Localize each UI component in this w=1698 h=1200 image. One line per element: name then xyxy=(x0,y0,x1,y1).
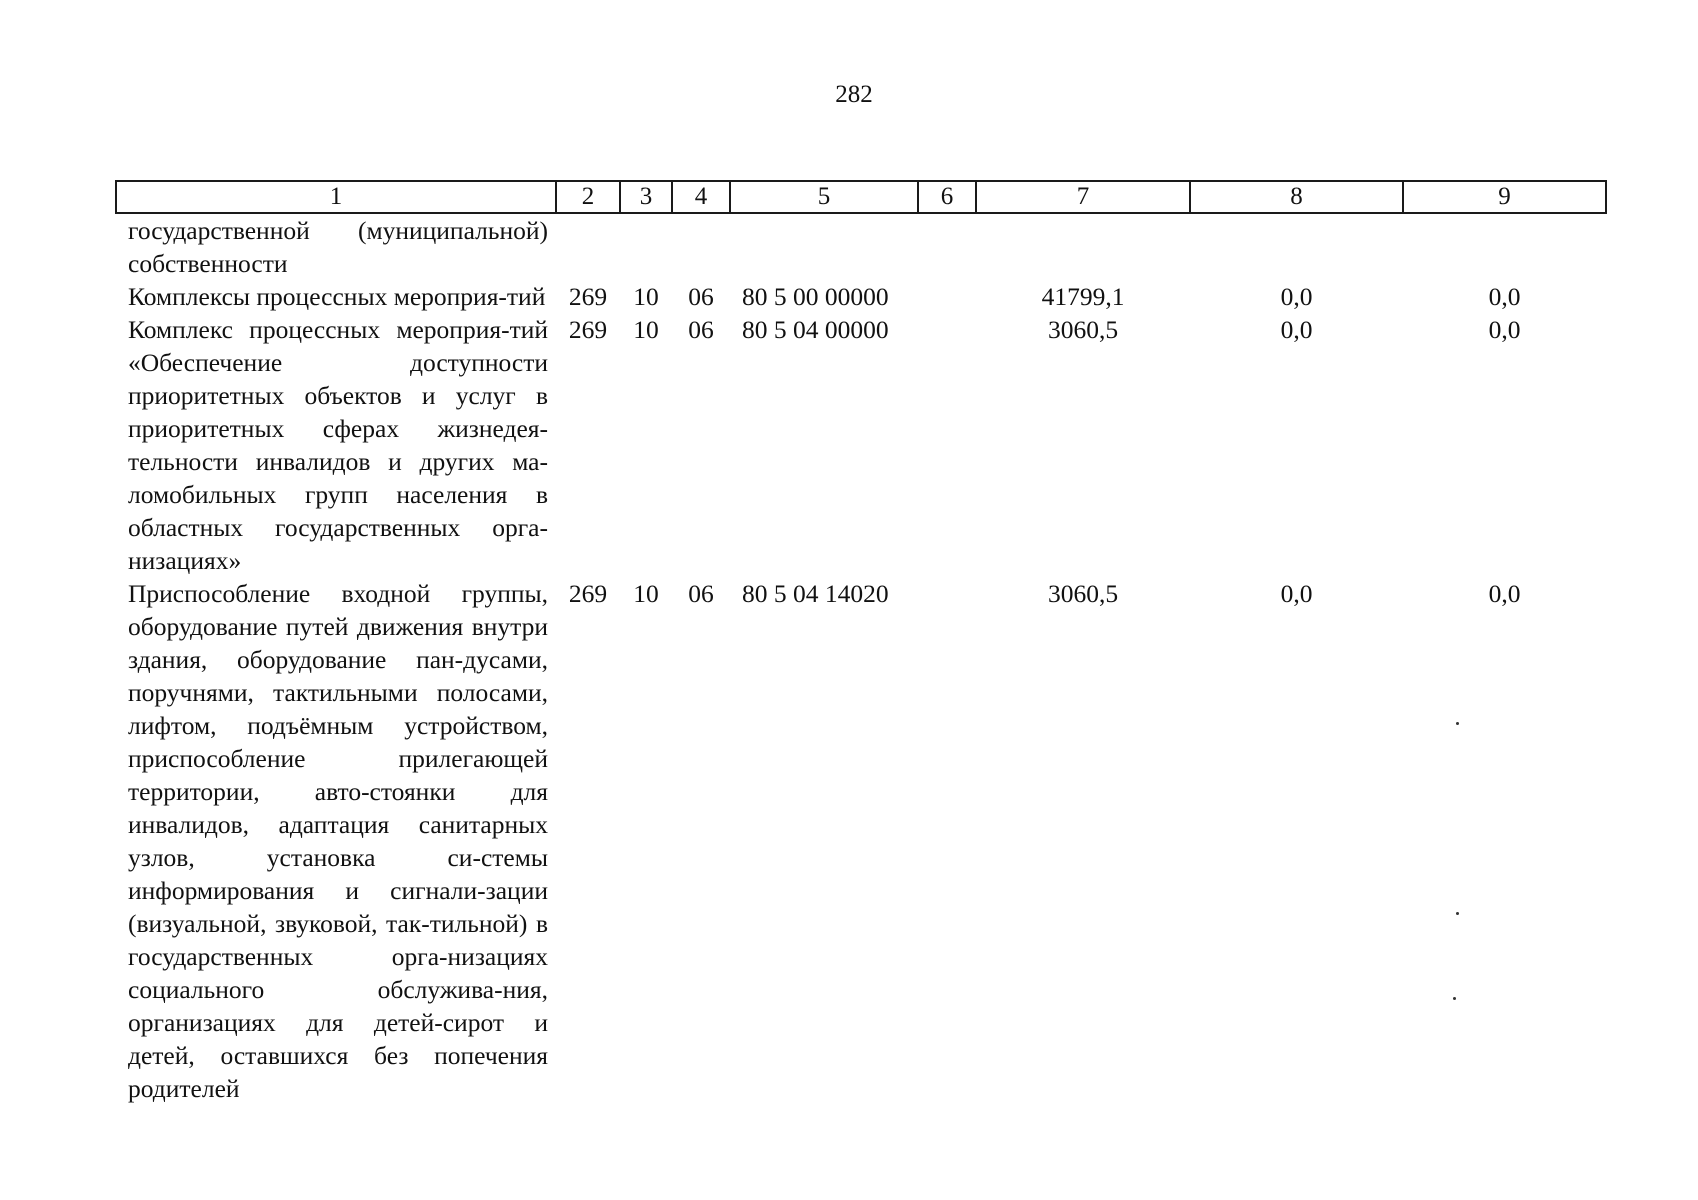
table-row xyxy=(116,280,1606,313)
scan-speck xyxy=(1453,997,1456,1000)
header-col-2: 2 xyxy=(556,181,620,213)
row-csr: 80 5 00 00000 xyxy=(742,282,889,311)
scan-speck xyxy=(1456,722,1459,725)
table-body xyxy=(116,213,1606,1105)
row-grbs: 269 xyxy=(568,315,608,344)
header-col-1: 1 xyxy=(116,181,556,213)
row-csr: 80 5 04 14020 xyxy=(742,579,889,608)
row-sum1: 3060,5 xyxy=(1047,315,1119,344)
row-rz: 10 xyxy=(633,579,659,608)
row-pr xyxy=(672,213,730,280)
row-pr: 06 xyxy=(688,282,714,311)
header-col-9: 9 xyxy=(1403,181,1606,213)
row-vr xyxy=(918,213,976,280)
table-row xyxy=(116,213,1606,280)
row-vr xyxy=(918,280,976,313)
table-header xyxy=(116,181,1606,213)
row-pr: 06 xyxy=(688,579,714,608)
row-grbs: 269 xyxy=(568,579,608,608)
row-name: государственной (муниципальной) собственности xyxy=(128,216,548,278)
row-sum3: 0,0 xyxy=(1488,282,1521,311)
row-rz xyxy=(620,213,672,280)
row-sum3: 0,0 xyxy=(1488,579,1521,608)
row-sum1 xyxy=(976,213,1190,280)
row-csr xyxy=(730,213,918,280)
row-name: Комплексы процессных мероприя-тий xyxy=(128,282,546,311)
row-grbs: 269 xyxy=(568,282,608,311)
budget-table-container xyxy=(115,180,1605,1105)
header-col-5: 5 xyxy=(730,181,918,213)
budget-table xyxy=(115,180,1607,1105)
row-vr xyxy=(918,577,976,1105)
page-number: 282 xyxy=(835,81,873,108)
scan-speck xyxy=(1456,912,1459,915)
row-rz: 10 xyxy=(633,315,659,344)
row-sum3 xyxy=(1403,213,1606,280)
row-sum2: 0,0 xyxy=(1280,579,1313,608)
table-row xyxy=(116,577,1606,1105)
row-rz: 10 xyxy=(633,282,659,311)
row-sum1: 3060,5 xyxy=(1047,579,1119,608)
header-row xyxy=(116,181,1606,213)
row-csr: 80 5 04 00000 xyxy=(742,315,889,344)
row-pr: 06 xyxy=(688,315,714,344)
header-col-3: 3 xyxy=(620,181,672,213)
row-sum2: 0,0 xyxy=(1280,315,1313,344)
row-sum3: 0,0 xyxy=(1488,315,1521,344)
row-vr xyxy=(918,313,976,577)
row-sum2: 0,0 xyxy=(1280,282,1313,311)
header-col-7: 7 xyxy=(976,181,1190,213)
table-row xyxy=(116,313,1606,577)
row-name: Приспособление входной группы, оборудование путей движения внутри здания, оборудование пан-дусами, поручнями, тактильными полосами, лифтом, подъёмным устройством, приспособление прилегающей территории, авто-стоянки для инвалидов, адаптация санитарных узлов, установка си-стемы информирования и сигнали-зации (визуальной, звуковой, так-тильной) в государственных орга-низациях социального обслужива-ния, организациях для детей-сирот и детей, оставшихся без попечения родителей xyxy=(128,579,548,1103)
header-col-6: 6 xyxy=(918,181,976,213)
row-name: Комплекс процессных мероприя-тий «Обеспечение доступности приоритетных объектов и услуг в приоритетных сферах жизнедея-тельности инвалидов и других ма-ломобильных групп населения в областных государственных орга-низациях» xyxy=(128,315,548,575)
row-grbs xyxy=(556,213,620,280)
row-sum1: 41799,1 xyxy=(1041,282,1125,311)
row-sum2 xyxy=(1190,213,1403,280)
header-col-8: 8 xyxy=(1190,181,1403,213)
header-col-4: 4 xyxy=(672,181,730,213)
